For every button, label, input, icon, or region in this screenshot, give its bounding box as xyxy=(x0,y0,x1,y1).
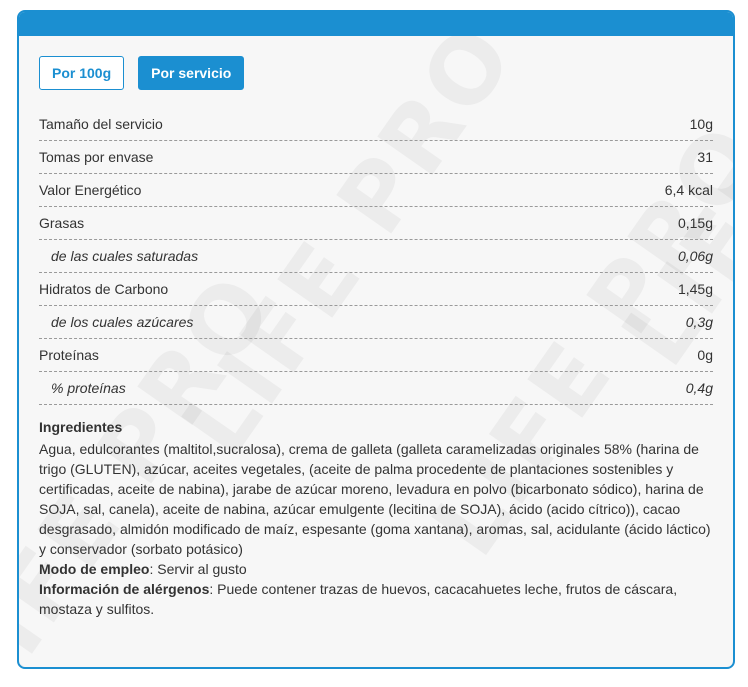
table-row xyxy=(39,306,713,339)
ingredients-text: Agua, edulcorantes (maltitol,sucralosa), crema de galleta (galleta caramelizadas originales 58% (harina de trigo (GLUTEN), azúcar, aceites vegetales, (aceite de palma procedente de plantaciones sostenibles y certificadas, aceite de nabina), jarabe de azúcar moreno, levadura en polvo (bicarbonato sódico), harina de SOJA, sal, canela), aceite de nabina, azúcar emulgente (lecitina de SOJA), ácido (acido cítrico)), cacao desgrasado, almidón modificado de maíz, espesante (goma xantana), aromas, sal, acidulante (ácido láctico) y conservador (sorbato potásico) xyxy=(39,441,711,557)
row-label: de los cuales azúcares xyxy=(51,314,194,330)
allergens-label: Información de alérgenos xyxy=(39,581,210,597)
row-label: de las cuales saturadas xyxy=(51,248,199,264)
tab-per-serving[interactable]: Por servicio xyxy=(138,56,244,90)
table-row xyxy=(39,372,713,405)
table-row xyxy=(39,273,713,306)
row-value: 0,4g xyxy=(685,380,713,396)
row-label: Tomas por envase xyxy=(39,149,154,165)
row-label: Proteínas xyxy=(39,347,99,363)
nutrition-table xyxy=(39,108,713,405)
usage-label: Modo de empleo xyxy=(39,561,150,577)
tab-per-100g[interactable]: Por 100g xyxy=(39,56,124,90)
row-value: 0,3g xyxy=(685,314,713,330)
usage-text: : Servir al gusto xyxy=(149,561,247,577)
table-row xyxy=(39,240,713,273)
panel-content xyxy=(19,36,733,619)
table-row xyxy=(39,339,713,372)
table-row xyxy=(39,174,713,207)
row-value: 10g xyxy=(689,116,713,132)
usage-line xyxy=(39,559,713,579)
panel-header-bar xyxy=(19,12,733,36)
allergens-line xyxy=(39,579,713,619)
row-value: 6,4 kcal xyxy=(664,182,713,198)
serving-tabs xyxy=(39,56,713,90)
row-label: % proteínas xyxy=(51,380,126,396)
ingredients-section xyxy=(39,417,713,619)
nutrition-panel xyxy=(17,10,735,669)
row-value: 1,45g xyxy=(677,281,713,297)
row-label: Hidratos de Carbono xyxy=(39,281,169,297)
table-row xyxy=(39,108,713,141)
ingredients-title: Ingredientes xyxy=(39,419,123,435)
row-value: 0g xyxy=(697,347,713,363)
allergens-text: : Puede contener trazas de huevos, cacacahuetes leche, frutos de cáscara, mostaza y sulfitos. xyxy=(39,581,678,617)
row-label: Grasas xyxy=(39,215,85,231)
table-row xyxy=(39,207,713,240)
row-value: 0,15g xyxy=(677,215,713,231)
row-value: 31 xyxy=(697,149,713,165)
row-label: Tamaño del servicio xyxy=(39,116,163,132)
table-row xyxy=(39,141,713,174)
row-value: 0,06g xyxy=(677,248,713,264)
row-label: Valor Energético xyxy=(39,182,142,198)
